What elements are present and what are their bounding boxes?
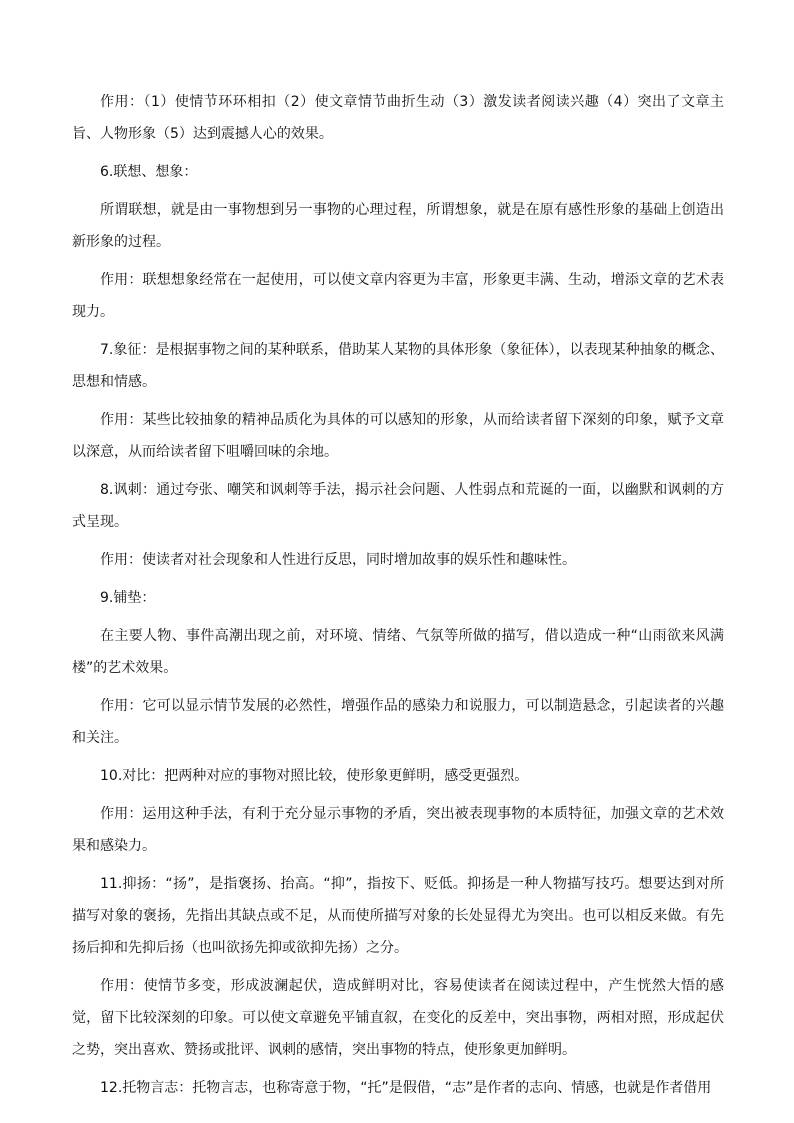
heading-8-satire: 8.讽刺：通过夸张、嘲笑和讽刺等手法，揭示社会问题、人性弱点和荒诞的一面，以幽默和讽刺的方式呈现。 (72, 482, 724, 530)
paragraph-6: 作用：某些比较抽象的精神品质化为具体的可以感知的形象，从而给读者留下深刻的印象，赋予文章以深意，从而给读者留下咀嚼回味的余地。 (72, 412, 724, 460)
paragraph-13: 作用：运用这种手法，有利于充分显示事物的矛盾，突出被表现事物的本质特征，加强文章的艺术效果和感染力。 (72, 806, 724, 854)
paragraph-1: 作用：（1）使情节环环相扣（2）使文章情节曲折生动（3）激发读者阅读兴趣（4）突出了文章主旨、人物形象（5）达到震撼人心的效果。 (72, 94, 724, 142)
paragraph-4: 作用：联想想象经常在一起使用，可以使文章内容更为丰富，形象更丰满、生动，增添文章的艺术表现力。 (72, 272, 724, 320)
paragraph-3: 所谓联想，就是由一事物想到另一事物的心理过程，所谓想象，就是在原有感性形象的基础上创造出新形象的过程。 (72, 202, 724, 250)
heading-7-symbolism: 7.象征：是根据事物之间的某种联系，借助某人某物的具体形象（象征体），以表现某种抽象的概念、思想和情感。 (72, 342, 724, 390)
heading-6-association-imagination: 6.联想、想象： (100, 164, 198, 180)
heading-11-praise-and-criticism: 11.抑扬：“扬”，是指褒扬、抬高。“抑”，指按下、贬低。抑扬是一种人物描写技巧。想要达到对所描写对象的褒扬，先指出其缺点或不足，从而使所描写对象的长处显得尤为突出。也可以相反来做。有先扬后抑和先抑后扬（也叫欲扬先抑或欲抑先扬）之分。 (72, 876, 724, 956)
heading-10-contrast: 10.对比：把两种对应的事物对照比较，使形象更鲜明，感受更强烈。 (100, 768, 529, 784)
document-page (72, 86, 724, 1096)
paragraph-10: 在主要人物、事件高潮出现之前，对环境、情绪、气氛等所做的描写，借以造成一种“山雨欲来风满楼”的艺术效果。 (72, 628, 724, 676)
paragraph-15: 作用：使情节多变，形成波澜起伏，造成鲜明对比，容易使读者在阅读过程中，产生恍然大悟的感觉，留下比较深刻的印象。可以使文章避免平铺直叙，在变化的反差中，突出事物，两相对照，形成起伏之势，突出喜欢、赞扬或批评、讽刺的感情，突出事物的特点，使形象更加鲜明。 (72, 978, 724, 1058)
paragraph-8: 作用：使读者对社会现象和人性进行反思，同时增加故事的娱乐性和趣味性。 (100, 552, 576, 568)
heading-12-expressing-aspiration: 12.托物言志：托物言志，也称寄意于物，“托”是假借，“志”是作者的志向、情感，也就是作者借用 (100, 1080, 712, 1096)
heading-9-foreshadowing: 9.铺垫： (100, 590, 156, 606)
paragraph-11: 作用：它可以显示情节发展的必然性，增强作品的感染力和说服力，可以制造悬念，引起读者的兴趣和关注。 (72, 698, 724, 746)
